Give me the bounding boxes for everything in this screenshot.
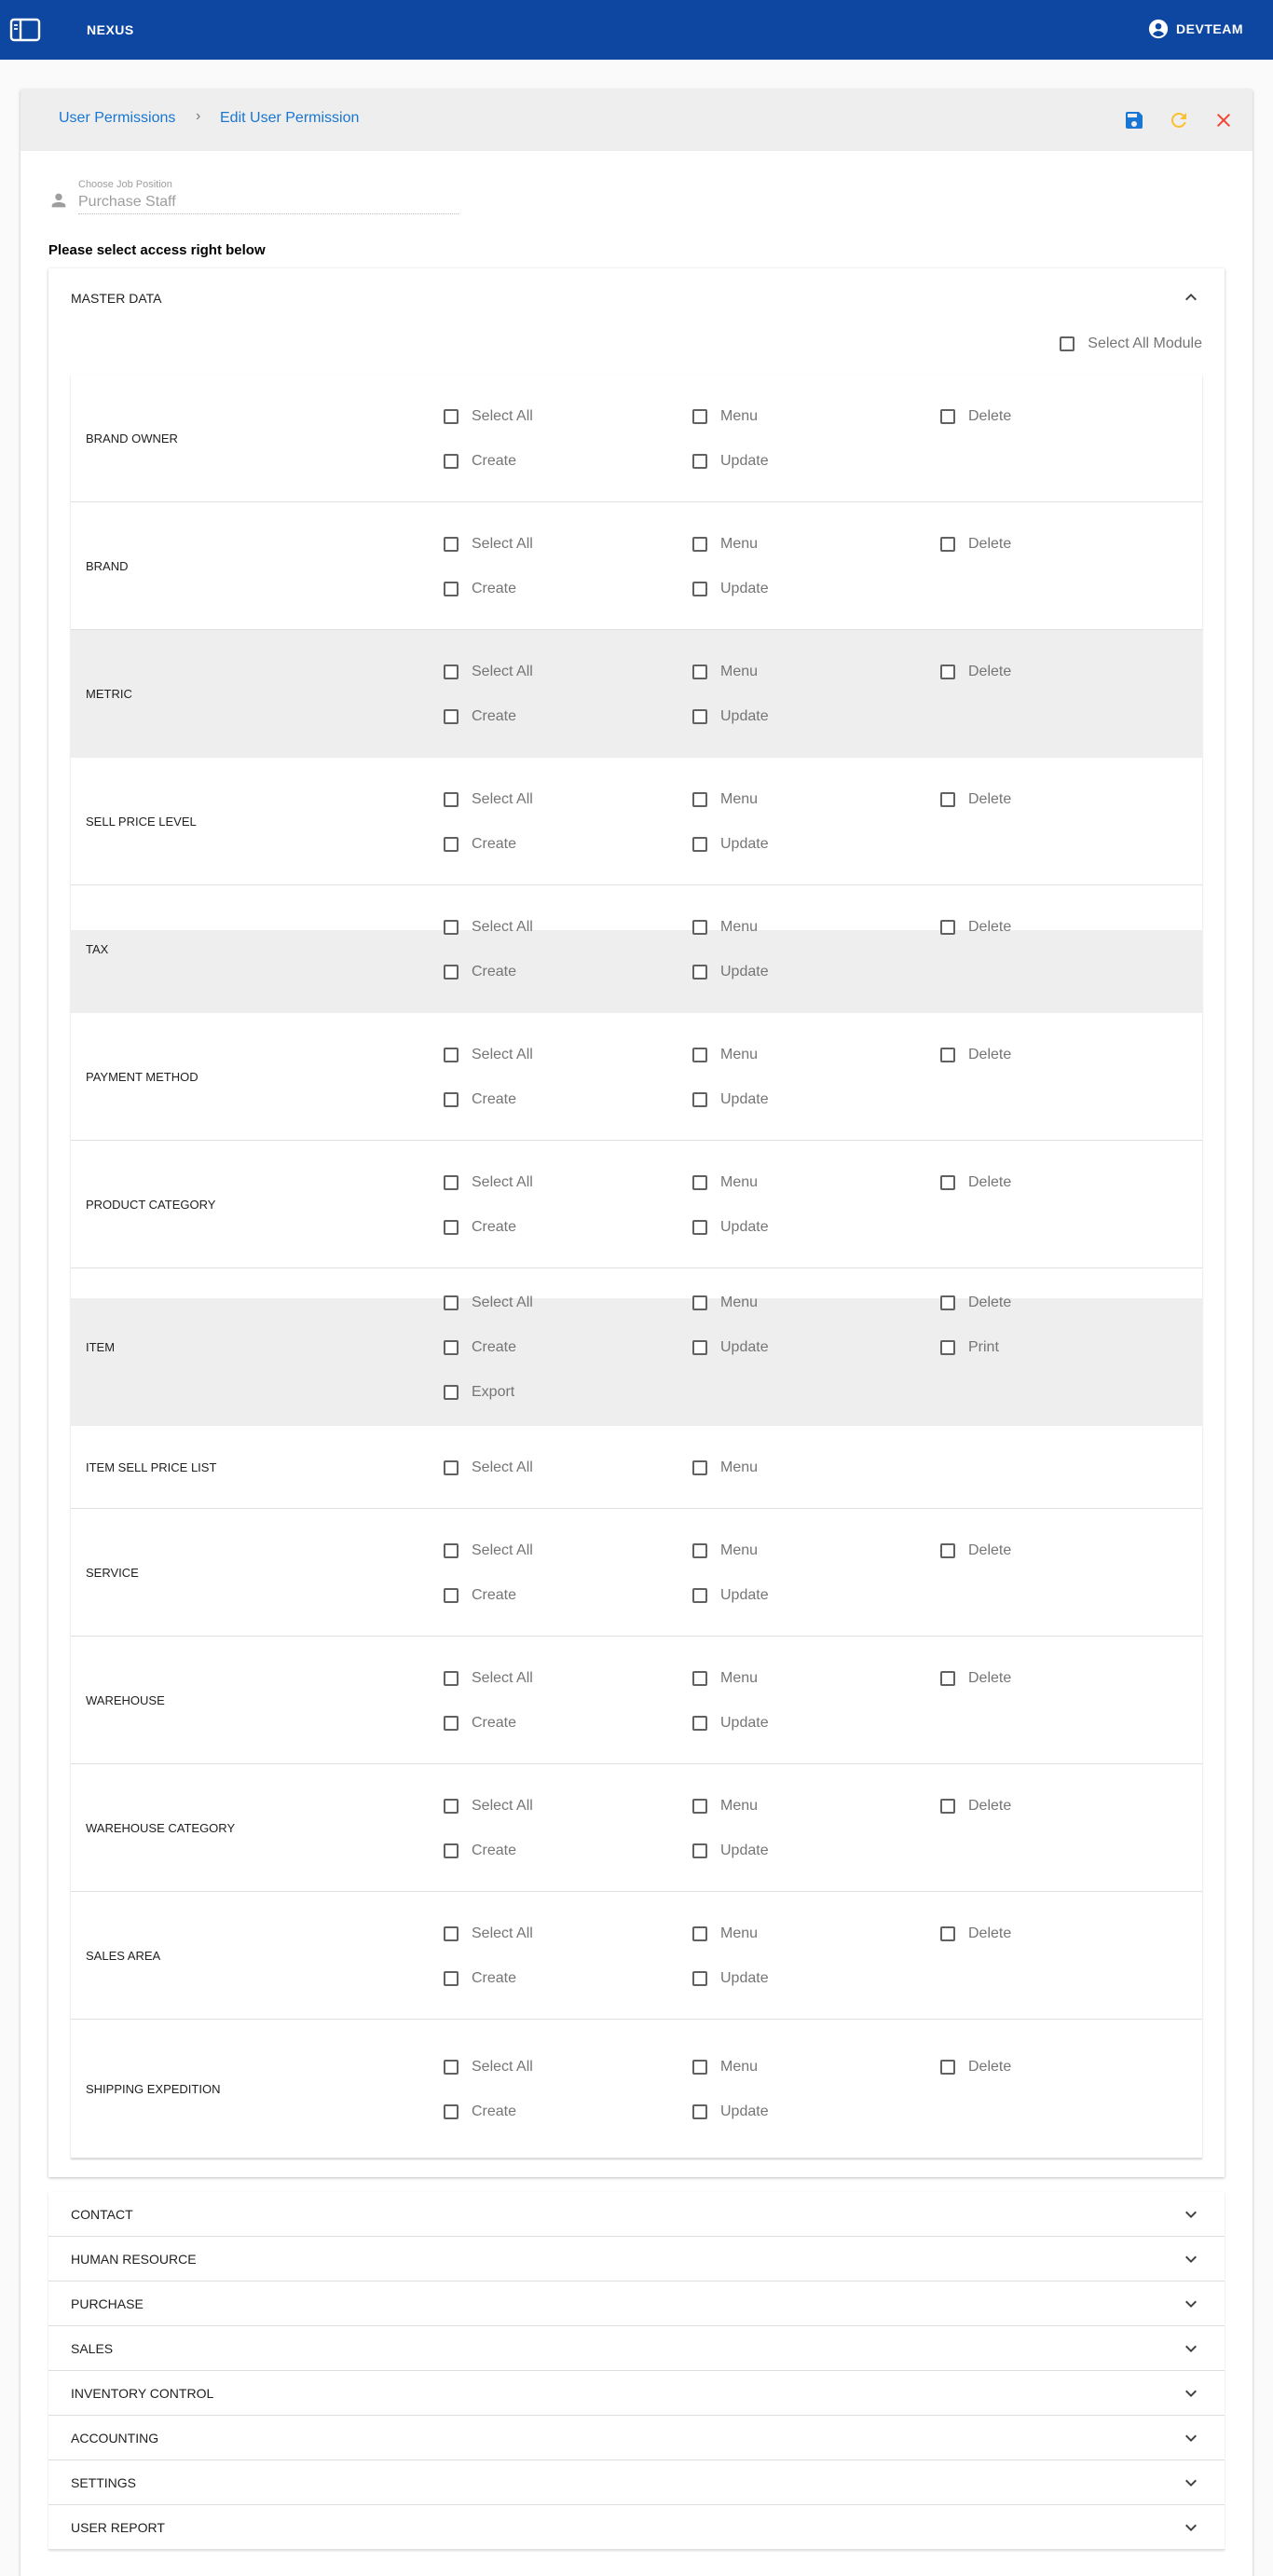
- checkbox-box: [692, 454, 707, 469]
- menu-checkbox[interactable]: [692, 1172, 758, 1194]
- module-panel-sales[interactable]: [48, 2326, 1225, 2371]
- checkbox-label: Select All: [472, 919, 533, 935]
- permission-list: [71, 375, 1202, 2158]
- checkbox-box: [692, 1799, 707, 1814]
- checkbox-box: [692, 1220, 707, 1235]
- delete-checkbox[interactable]: [940, 1044, 1011, 1066]
- checkbox-label: Menu: [720, 664, 759, 679]
- delete-checkbox[interactable]: [940, 1292, 1011, 1314]
- delete-checkbox[interactable]: [940, 1795, 1011, 1817]
- checkbox-box: [692, 1175, 707, 1190]
- checkbox-label: Update: [720, 1219, 769, 1235]
- permission-row-payment-method: [71, 1013, 1202, 1141]
- row-highlight: [71, 1298, 1202, 1426]
- module-panel-settings[interactable]: [48, 2460, 1225, 2505]
- module-panel-purchase[interactable]: [48, 2281, 1225, 2326]
- menu-checkbox[interactable]: [692, 1044, 758, 1066]
- permission-row-item-sell-price-list: [71, 1426, 1202, 1509]
- select-all-checkbox[interactable]: [444, 1667, 533, 1690]
- checkbox-box: [444, 1385, 459, 1400]
- permission-row-item: [71, 1268, 1202, 1426]
- permission-row-label: PRODUCT CATEGORY: [86, 1198, 216, 1212]
- permission-row-service: [71, 1509, 1202, 1637]
- checkbox-box: [444, 792, 459, 807]
- checkbox-box: [444, 1716, 459, 1731]
- delete-checkbox[interactable]: [940, 661, 1011, 683]
- checkbox-box: [940, 792, 955, 807]
- checkbox-box: [444, 1588, 459, 1603]
- checkbox-label: Delete: [968, 536, 1012, 552]
- breadcrumb-user-permissions[interactable]: User Permissions: [59, 110, 176, 126]
- create-checkbox[interactable]: [444, 2101, 516, 2123]
- create-checkbox[interactable]: [444, 1089, 516, 1111]
- checkbox-label: Delete: [968, 791, 1012, 807]
- create-checkbox[interactable]: [444, 1216, 516, 1239]
- chevron-down-icon[interactable]: [1180, 2382, 1202, 2405]
- checkbox-label: Update: [720, 1970, 769, 1986]
- permission-row-label: SELL PRICE LEVEL: [86, 815, 197, 829]
- checkbox-label: Create: [472, 1843, 517, 1858]
- checkbox-box: [444, 1295, 459, 1310]
- checkbox-box: [444, 1092, 459, 1107]
- update-checkbox[interactable]: [692, 1840, 769, 1862]
- menu-checkbox[interactable]: [692, 1540, 758, 1562]
- checkbox-label: Menu: [720, 2059, 759, 2075]
- checkbox-label: Delete: [968, 664, 1012, 679]
- master-data-title[interactable]: MASTER DATA: [71, 291, 162, 306]
- checkbox-label: Delete: [968, 1670, 1012, 1686]
- module-panel-user-report[interactable]: [48, 2505, 1225, 2550]
- checkbox-label: Menu: [720, 1047, 759, 1062]
- permission-row-label: ITEM: [86, 1340, 116, 1354]
- checkbox-box: [692, 409, 707, 424]
- checkbox-box: [444, 2060, 459, 2075]
- chevron-down-icon[interactable]: [1180, 2472, 1202, 2494]
- delete-checkbox[interactable]: [940, 1172, 1011, 1194]
- permission-row-shipping-expedition: [71, 2020, 1202, 2158]
- select-all-checkbox[interactable]: [444, 1795, 533, 1817]
- checkbox-box: [444, 582, 459, 596]
- checkbox-label: Create: [472, 836, 517, 852]
- row-highlight: [71, 930, 1202, 1013]
- checkbox-label: Create: [472, 2103, 517, 2119]
- permission-row-brand: [71, 502, 1202, 630]
- menu-checkbox[interactable]: [692, 1667, 758, 1690]
- permission-row-label: SERVICE: [86, 1566, 139, 1580]
- delete-checkbox[interactable]: [940, 1923, 1011, 1945]
- module-panel-title: INVENTORY CONTROL: [71, 2386, 214, 2401]
- checkbox-box: [692, 2104, 707, 2119]
- checkbox-box: [692, 537, 707, 552]
- person-icon: [48, 190, 69, 211]
- update-checkbox[interactable]: [692, 1336, 769, 1359]
- checkbox-label: Menu: [720, 1670, 759, 1686]
- checkbox-box: [444, 1671, 459, 1686]
- checkbox-label: Create: [472, 708, 517, 724]
- permission-row-label: TAX: [86, 942, 109, 956]
- select-all-checkbox[interactable]: [444, 405, 533, 428]
- update-checkbox[interactable]: [692, 2101, 769, 2123]
- checkbox-box: [444, 1340, 459, 1355]
- checkbox-box: [940, 2060, 955, 2075]
- checkbox-box: [940, 1295, 955, 1310]
- checkbox-label: Create: [472, 1587, 517, 1603]
- job-position-field[interactable]: [48, 179, 459, 220]
- select-all-checkbox[interactable]: [444, 2056, 533, 2078]
- update-checkbox[interactable]: [692, 1584, 769, 1607]
- delete-checkbox[interactable]: [940, 1540, 1011, 1562]
- checkbox-label: Menu: [720, 1925, 759, 1941]
- checkbox-label: Create: [472, 581, 517, 596]
- select-all-checkbox[interactable]: [444, 1457, 533, 1479]
- checkbox-box: [692, 1716, 707, 1731]
- checkbox-label: Update: [720, 1339, 769, 1355]
- checkbox-label: Delete: [968, 1174, 1012, 1190]
- permission-row-sell-price-level: [71, 758, 1202, 885]
- checkbox-box: [1060, 336, 1075, 351]
- checkbox-box: [940, 1340, 955, 1355]
- select-all-checkbox[interactable]: [444, 788, 533, 811]
- close-icon[interactable]: [1212, 109, 1235, 131]
- module-panel-title: ACCOUNTING: [71, 2431, 159, 2446]
- checkbox-label: Create: [472, 1339, 517, 1355]
- refresh-icon[interactable]: [1168, 109, 1190, 131]
- menu-checkbox[interactable]: [692, 788, 758, 811]
- permission-row-product-category: [71, 1141, 1202, 1268]
- permission-row-label: PAYMENT METHOD: [86, 1070, 198, 1084]
- checkbox-box: [444, 1460, 459, 1475]
- create-checkbox[interactable]: [444, 1584, 516, 1607]
- update-checkbox[interactable]: [692, 706, 769, 728]
- select-all-checkbox[interactable]: [444, 533, 533, 555]
- checkbox-label: Create: [472, 964, 517, 980]
- select-all-checkbox[interactable]: [444, 1540, 533, 1562]
- module-panel-contact[interactable]: [48, 2192, 1225, 2237]
- permission-row-label: WAREHOUSE CATEGORY: [86, 1821, 236, 1835]
- checkbox-label: Select All: [472, 1542, 533, 1558]
- checkbox-label: Menu: [720, 1295, 759, 1310]
- delete-checkbox[interactable]: [940, 1667, 1011, 1690]
- user-menu[interactable]: [1148, 19, 1243, 39]
- create-checkbox[interactable]: [444, 1712, 516, 1734]
- checkbox-label: Update: [720, 581, 769, 596]
- job-position-input[interactable]: Purchase Staff: [78, 192, 459, 214]
- checkbox-label: Select All: [472, 1925, 533, 1941]
- select-all-module-checkbox[interactable]: [1060, 336, 1202, 352]
- menu-checkbox[interactable]: [692, 661, 758, 683]
- checkbox-label: Create: [472, 453, 517, 469]
- checkbox-label: Create: [472, 1091, 517, 1107]
- checkbox-box: [444, 1543, 459, 1558]
- checkbox-label: Update: [720, 1091, 769, 1107]
- select-all-checkbox[interactable]: [444, 1172, 533, 1194]
- delete-checkbox[interactable]: [940, 788, 1011, 811]
- checkbox-box: [692, 1340, 707, 1355]
- checkbox-box: [940, 920, 955, 935]
- checkbox-box: [444, 1843, 459, 1858]
- checkbox-label: Update: [720, 836, 769, 852]
- checkbox-box: [940, 537, 955, 552]
- checkbox-label: Delete: [968, 1925, 1012, 1941]
- checkbox-box: [940, 1671, 955, 1686]
- checkbox-box: [692, 665, 707, 679]
- save-icon[interactable]: [1123, 109, 1145, 131]
- checkbox-box: [444, 1799, 459, 1814]
- module-panel-title: CONTACT: [71, 2207, 133, 2222]
- permission-row-label: ITEM SELL PRICE LIST: [86, 1460, 217, 1474]
- checkbox-box: [692, 965, 707, 980]
- select-all-checkbox[interactable]: [444, 916, 533, 939]
- delete-checkbox[interactable]: [940, 2056, 1011, 2078]
- checkbox-label: Update: [720, 453, 769, 469]
- checkbox-box: [940, 1799, 955, 1814]
- checkbox-label: Menu: [720, 919, 759, 935]
- select-all-checkbox[interactable]: [444, 1292, 533, 1314]
- checkbox-box: [692, 1671, 707, 1686]
- delete-checkbox[interactable]: [940, 916, 1011, 939]
- checkbox-label: Update: [720, 1843, 769, 1858]
- update-checkbox[interactable]: [692, 1967, 769, 1990]
- checkbox-box: [692, 1048, 707, 1062]
- menu-checkbox[interactable]: [692, 1923, 758, 1945]
- print-checkbox[interactable]: [940, 1336, 999, 1359]
- checkbox-box: [940, 1926, 955, 1941]
- checkbox-label: Delete: [968, 1798, 1012, 1814]
- breadcrumb-separator: ›: [196, 108, 201, 124]
- menu-checkbox[interactable]: [692, 916, 758, 939]
- menu-checkbox[interactable]: [692, 1457, 758, 1479]
- update-checkbox[interactable]: [692, 578, 769, 600]
- checkbox-label: Export: [472, 1384, 515, 1400]
- checkbox-label: Select All: [472, 1459, 533, 1475]
- checkbox-box: [940, 409, 955, 424]
- module-panel-title: PURCHASE: [71, 2296, 144, 2311]
- checkbox-label: Select All: [472, 1295, 533, 1310]
- permission-row-label: BRAND: [86, 559, 129, 573]
- checkbox-box: [692, 1460, 707, 1475]
- chevron-down-icon[interactable]: [1180, 2248, 1202, 2270]
- row-highlight: [71, 630, 1202, 758]
- checkbox-label: Create: [472, 1970, 517, 1986]
- checkbox-box: [444, 920, 459, 935]
- checkbox-box: [692, 792, 707, 807]
- checkbox-box: [444, 709, 459, 724]
- checkbox-label: Select All: [472, 536, 533, 552]
- chevron-down-icon[interactable]: [1180, 2337, 1202, 2360]
- checkbox-box: [444, 537, 459, 552]
- create-checkbox[interactable]: [444, 578, 516, 600]
- checkbox-label: Menu: [720, 1174, 759, 1190]
- checkbox-label: Update: [720, 1587, 769, 1603]
- create-checkbox[interactable]: [444, 450, 516, 473]
- checkbox-box: [692, 1543, 707, 1558]
- update-checkbox[interactable]: [692, 1089, 769, 1111]
- select-all-checkbox[interactable]: [444, 1923, 533, 1945]
- checkbox-box: [444, 409, 459, 424]
- checkbox-label: Select All: [472, 1670, 533, 1686]
- create-checkbox[interactable]: [444, 1336, 516, 1359]
- update-checkbox[interactable]: [692, 1216, 769, 1239]
- checkbox-label: Create: [472, 1219, 517, 1235]
- checkbox-label: Menu: [720, 791, 759, 807]
- checkbox-label: Menu: [720, 408, 759, 424]
- checkbox-box: [692, 582, 707, 596]
- permission-row-warehouse: [71, 1637, 1202, 1764]
- checkbox-label: Delete: [968, 408, 1012, 424]
- permission-row-label: SALES AREA: [86, 1949, 161, 1963]
- checkbox-box: [444, 454, 459, 469]
- checkbox-label: Update: [720, 964, 769, 980]
- menu-checkbox[interactable]: [692, 405, 758, 428]
- module-panel-inventory-control[interactable]: [48, 2371, 1225, 2416]
- module-panel-title: SETTINGS: [71, 2475, 137, 2490]
- permission-row-tax: [71, 885, 1202, 1013]
- checkbox-label: Select All: [472, 1174, 533, 1190]
- checkbox-box: [692, 2060, 707, 2075]
- delete-checkbox[interactable]: [940, 533, 1011, 555]
- module-panel-human-resource[interactable]: [48, 2237, 1225, 2281]
- permission-row-sales-area: [71, 1892, 1202, 2020]
- checkbox-label: Create: [472, 1715, 517, 1731]
- checkbox-box: [692, 1588, 707, 1603]
- update-checkbox[interactable]: [692, 450, 769, 473]
- menu-checkbox[interactable]: [692, 533, 758, 555]
- chevron-down-icon[interactable]: [1180, 2203, 1202, 2226]
- select-all-module-label: Select All Module: [1088, 336, 1202, 351]
- checkbox-box: [940, 1543, 955, 1558]
- permission-row-metric: [71, 630, 1202, 758]
- checkbox-box: [444, 1926, 459, 1941]
- checkbox-label: Update: [720, 1715, 769, 1731]
- checkbox-label: Select All: [472, 791, 533, 807]
- delete-checkbox[interactable]: [940, 405, 1011, 428]
- checkbox-label: Select All: [472, 664, 533, 679]
- permission-card: [21, 89, 1252, 2576]
- update-checkbox[interactable]: [692, 1712, 769, 1734]
- checkbox-box: [692, 709, 707, 724]
- checkbox-label: Update: [720, 708, 769, 724]
- permission-row-label: WAREHOUSE: [86, 1693, 165, 1707]
- export-checkbox[interactable]: [444, 1381, 514, 1404]
- create-checkbox[interactable]: [444, 1840, 516, 1862]
- update-checkbox[interactable]: [692, 961, 769, 983]
- checkbox-box: [444, 837, 459, 852]
- checkbox-label: Print: [968, 1339, 999, 1355]
- create-checkbox[interactable]: [444, 706, 516, 728]
- user-name: DEVTEAM: [1176, 21, 1243, 36]
- permission-row-brand-owner: [71, 375, 1202, 502]
- create-checkbox[interactable]: [444, 961, 516, 983]
- permission-row-label: BRAND OWNER: [86, 432, 178, 445]
- select-all-checkbox[interactable]: [444, 661, 533, 683]
- checkbox-box: [692, 1971, 707, 1986]
- access-hint: Please select access right below: [48, 242, 266, 258]
- checkbox-box: [692, 1926, 707, 1941]
- checkbox-label: Menu: [720, 1459, 759, 1475]
- module-panel-title: HUMAN RESOURCE: [71, 2252, 197, 2267]
- create-checkbox[interactable]: [444, 1967, 516, 1990]
- checkbox-box: [940, 1048, 955, 1062]
- menu-checkbox[interactable]: [692, 1292, 758, 1314]
- checkbox-box: [444, 1048, 459, 1062]
- app-brand[interactable]: NEXUS: [87, 22, 134, 37]
- update-checkbox[interactable]: [692, 833, 769, 856]
- checkbox-label: Delete: [968, 2059, 1012, 2075]
- checkbox-label: Select All: [472, 408, 533, 424]
- checkbox-label: Update: [720, 2103, 769, 2119]
- checkbox-label: Select All: [472, 1047, 533, 1062]
- module-panel-title: SALES: [71, 2341, 114, 2356]
- checkbox-label: Delete: [968, 1047, 1012, 1062]
- sidebar-toggle-icon[interactable]: [9, 18, 41, 42]
- checkbox-box: [692, 1843, 707, 1858]
- chevron-down-icon[interactable]: [1180, 2427, 1202, 2449]
- checkbox-label: Menu: [720, 1798, 759, 1814]
- job-position-label: Choose Job Position: [78, 179, 172, 190]
- module-panel-accounting[interactable]: [48, 2416, 1225, 2460]
- checkbox-box: [444, 665, 459, 679]
- checkbox-label: Select All: [472, 1798, 533, 1814]
- checkbox-label: Delete: [968, 1295, 1012, 1310]
- checkbox-box: [444, 965, 459, 980]
- chevron-down-icon[interactable]: [1180, 2293, 1202, 2315]
- checkbox-box: [940, 1175, 955, 1190]
- permission-row-label: METRIC: [86, 687, 132, 701]
- card-header: [21, 89, 1252, 151]
- checkbox-label: Delete: [968, 1542, 1012, 1558]
- permission-row-warehouse-category: [71, 1764, 1202, 1892]
- checkbox-label: Delete: [968, 919, 1012, 935]
- select-all-checkbox[interactable]: [444, 1044, 533, 1066]
- checkbox-box: [692, 920, 707, 935]
- breadcrumb-edit-user-permission[interactable]: Edit User Permission: [220, 110, 360, 126]
- checkbox-label: Select All: [472, 2059, 533, 2075]
- top-app-bar: [0, 0, 1273, 60]
- master-data-panel: [48, 268, 1225, 2177]
- checkbox-box: [444, 2104, 459, 2119]
- permission-row-label: SHIPPING EXPEDITION: [86, 2082, 221, 2096]
- menu-checkbox[interactable]: [692, 1795, 758, 1817]
- checkbox-label: Menu: [720, 1542, 759, 1558]
- checkbox-box: [444, 1220, 459, 1235]
- checkbox-box: [692, 1092, 707, 1107]
- checkbox-box: [692, 1295, 707, 1310]
- checkbox-box: [444, 1971, 459, 1986]
- checkbox-label: Menu: [720, 536, 759, 552]
- account-circle-icon: [1148, 19, 1169, 39]
- checkbox-box: [940, 665, 955, 679]
- chevron-up-icon[interactable]: [1180, 286, 1202, 308]
- chevron-down-icon[interactable]: [1180, 2516, 1202, 2539]
- checkbox-box: [444, 1175, 459, 1190]
- checkbox-box: [692, 837, 707, 852]
- create-checkbox[interactable]: [444, 833, 516, 856]
- module-panel-title: USER REPORT: [71, 2520, 165, 2535]
- menu-checkbox[interactable]: [692, 2056, 758, 2078]
